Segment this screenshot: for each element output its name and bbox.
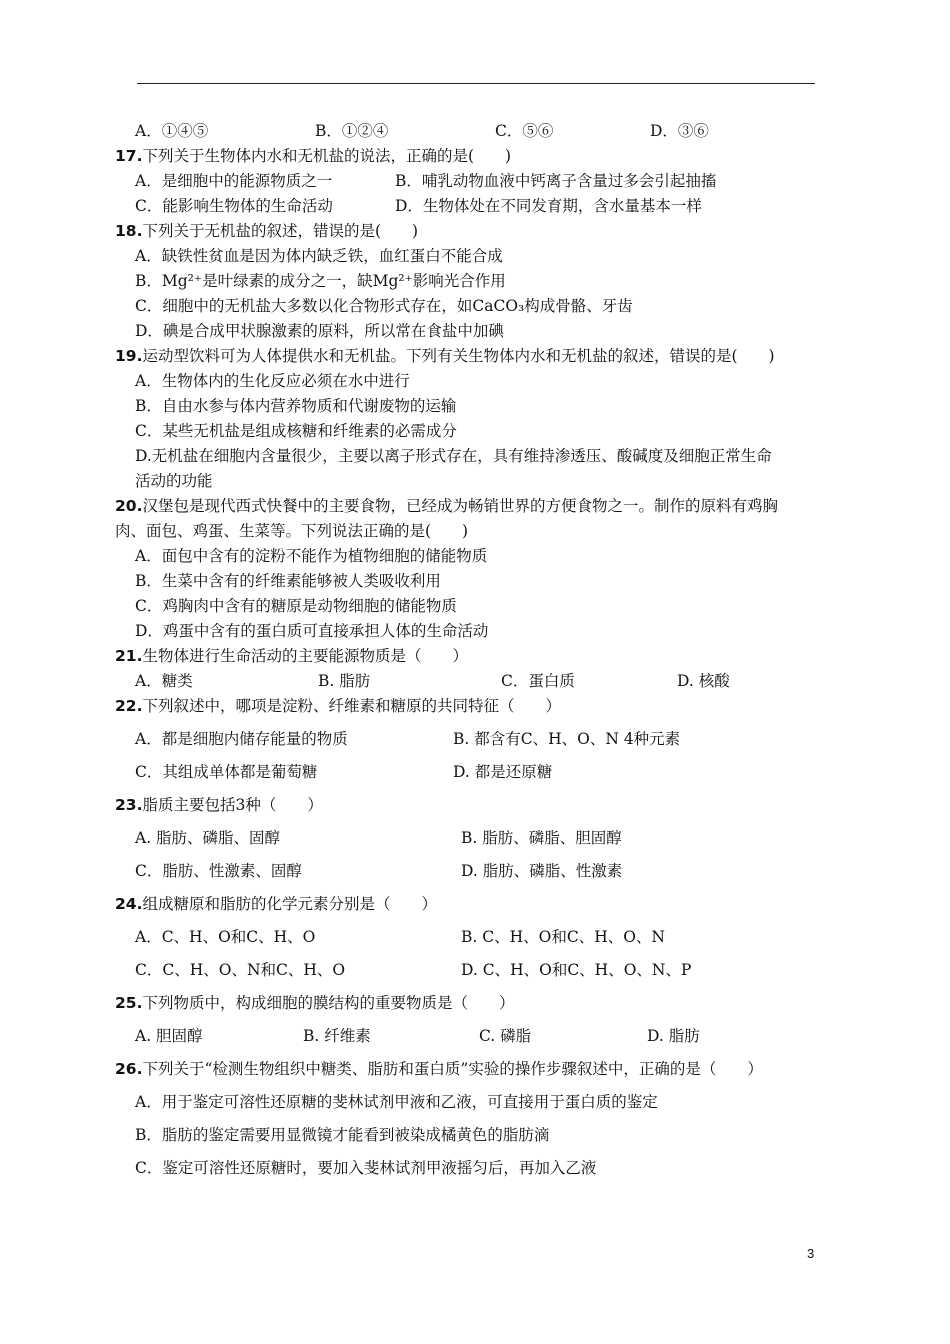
question-22-options-cd [115,760,827,785]
question-text: 下列关于生物体内水和无机盐的说法，正确的是( ) [142,147,512,165]
option-a: A. 胆固醇 [135,1027,203,1045]
question-text: 下列叙述中，哪项是淀粉、纤维素和糖原的共同特征（ ） [142,697,561,715]
top-options-row [115,119,827,144]
option-c: C．蛋白质 [501,672,575,690]
header-rule [137,83,815,84]
option-d: D. 核酸 [677,672,730,690]
spacer [115,917,827,925]
question-text: 下列关于“检测生物组织中糖类、脂肪和蛋白质”实验的操作步骤叙述中，正确的是（ ） [142,1060,763,1078]
question-number: 21. [115,647,143,665]
option-c: C．某些无机盐是组成核糖和纤维素的必需成分 [135,422,457,440]
spacer [115,752,827,760]
option-c: C．鉴定可溶性还原糖时，要加入斐林试剂甲液摇匀后，再加入乙液 [135,1159,597,1177]
spacer [115,818,827,826]
page-number: 3 [807,1246,815,1261]
question-24-stem [115,892,827,917]
spacer [115,950,827,958]
option-b: B. 都含有C、H、O、N 4种元素 [453,730,681,748]
question-number: 17. [115,147,143,165]
option-c: C．⑤⑥ [495,122,554,140]
option-d: D．鸡蛋中含有的蛋白质可直接承担人体的生命活动 [135,622,489,640]
option-c: C．脂肪、性激素、固醇 [135,862,302,880]
option-b: B. 纤维素 [303,1027,371,1045]
option-a: A．面包中含有的淀粉不能作为植物细胞的储能物质 [135,547,488,565]
question-18-stem [115,219,827,244]
spacer [115,1049,827,1057]
option-b: B. C、H、O和C、H、O、N [461,928,665,946]
question-17-stem [115,144,827,169]
option-d: D. 都是还原糖 [453,763,553,781]
option-b: B. 脂肪、磷脂、胆固醇 [461,829,622,847]
question-number: 25. [115,994,143,1012]
option-d: D. 脂肪 [647,1027,700,1045]
question-23-options-cd [115,859,827,884]
question-number: 19. [115,347,143,365]
option-a: A. 脂肪、磷脂、固醇 [135,829,281,847]
question-list [115,119,827,1181]
question-text: 运动型饮料可为人体提供水和无机盐。下列有关生物体内水和无机盐的叙述，错误的是( ) [142,347,775,365]
option-c: C．细胞中的无机盐大多数以化合物形式存在，如CaCO₃构成骨骼、牙齿 [135,297,633,315]
question-number: 23. [115,796,143,814]
option-a: A．①④⑤ [135,122,209,140]
option-d: D. 脂肪、磷脂、性激素 [461,862,623,880]
option-c: C．能影响生物体的生命活动 [135,197,333,215]
question-26-stem [115,1057,827,1082]
option-d: D．生物体处在不同发育期，含水量基本一样 [395,197,702,215]
question-number: 18. [115,222,143,240]
option-d: D. C、H、O和C、H、O、N、P [461,961,692,979]
question-19-stem [115,344,827,369]
question-number: 26. [115,1060,143,1078]
question-20-stem [115,494,827,519]
question-22-stem [115,694,827,719]
question-number: 20. [115,497,143,515]
option-b: B．脂肪的鉴定需要用显微镜才能看到被染成橘黄色的脂肪滴 [135,1126,550,1144]
option-a: A．生物体内的生化反应必须在水中进行 [135,372,410,390]
question-24-options-cd [115,958,827,983]
question-number: 22. [115,697,143,715]
option-b: B．生菜中含有的纤维素能够被人类吸收利用 [135,572,441,590]
spacer [115,1148,827,1156]
option-a: A．都是细胞内储存能量的物质 [135,730,348,748]
question-text: 汉堡包是现代西式快餐中的主要食物，已经成为畅销世界的方便食物之一。制作的原料有鸡胸 [142,497,778,515]
spacer [115,884,827,892]
option-c: C．C、H、O、N和C、H、O [135,961,346,979]
spacer [115,719,827,727]
spacer [115,1016,827,1024]
option-b: B．①②④ [315,122,389,140]
question-text: 脂质主要包括3种（ ） [142,796,323,814]
spacer [115,1082,827,1090]
option-c: C．鸡胸肉中含有的糖原是动物细胞的储能物质 [135,597,457,615]
option-c: C. 磷脂 [479,1027,532,1045]
option-d: D.无机盐在细胞内含量很少，主要以离子形式存在，具有维持渗透压、酸碱度及细胞正常生命 [135,447,772,465]
option-d: D．碘是合成甲状腺激素的原料，所以常在食盐中加碘 [135,322,504,340]
option-a: A．缺铁性贫血是因为体内缺乏铁，血红蛋白不能合成 [135,247,503,265]
question-22-options-ab [115,727,827,752]
option-d-continued: 活动的功能 [135,472,213,490]
option-b: B. 脂肪 [318,672,371,690]
question-25-stem [115,991,827,1016]
spacer [115,1115,827,1123]
question-23-stem [115,793,827,818]
question-text: 下列关于无机盐的叙述，错误的是( ) [142,222,419,240]
question-17-options-ab [115,169,827,194]
spacer [115,851,827,859]
question-text: 生物体进行生命活动的主要能源物质是（ ） [142,647,468,665]
option-b: B．Mg²⁺是叶绿素的成分之一，缺Mg²⁺影响光合作用 [135,272,506,290]
option-a: A．C、H、O和C、H、O [135,928,316,946]
question-number: 24. [115,895,143,913]
option-b: B．哺乳动物血液中钙离子含量过多会引起抽搐 [395,172,717,190]
option-d: D．③⑥ [650,122,709,140]
question-20-stem-continued: 肉、面包、鸡蛋、生菜等。下列说法正确的是( ) [115,522,469,540]
option-b: B．自由水参与体内营养物质和代谢废物的运输 [135,397,457,415]
question-24-options-ab [115,925,827,950]
question-21-stem [115,644,827,669]
option-a: A．是细胞中的能源物质之一 [135,172,333,190]
option-c: C．其组成单体都是葡萄糖 [135,763,318,781]
question-21-options [115,669,827,694]
option-a: A．糖类 [135,672,193,690]
spacer [115,785,827,793]
question-text: 组成糖原和脂肪的化学元素分别是（ ） [142,895,437,913]
spacer [115,983,827,991]
question-23-options-ab [115,826,827,851]
question-17-options-cd [115,194,827,219]
question-text: 下列物质中，构成细胞的膜结构的重要物质是（ ） [142,994,515,1012]
question-25-options [115,1024,827,1049]
option-a: A．用于鉴定可溶性还原糖的斐林试剂甲液和乙液，可直接用于蛋白质的鉴定 [135,1093,658,1111]
